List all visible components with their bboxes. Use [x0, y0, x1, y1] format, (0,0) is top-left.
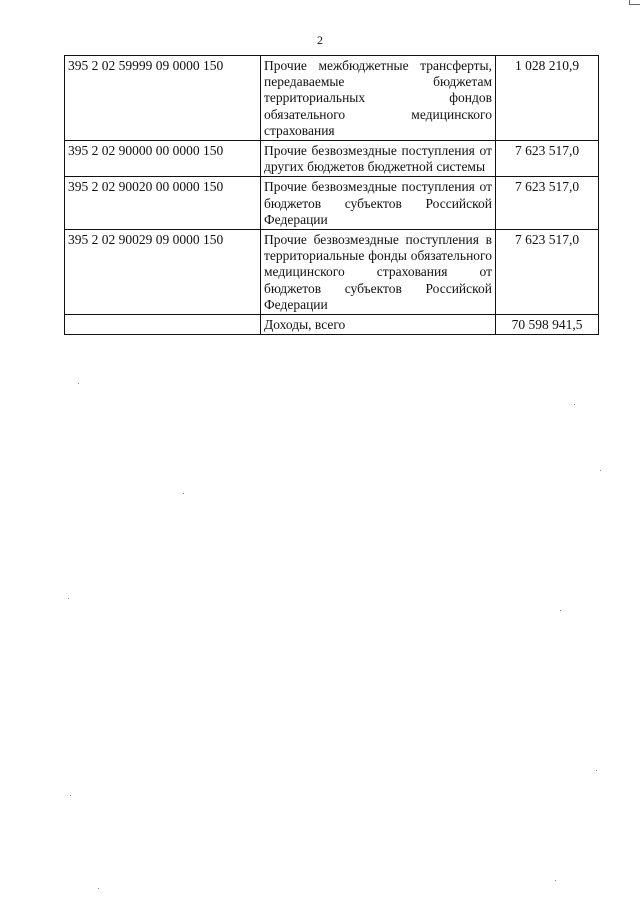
- budget-code-cell: 395 2 02 90020 00 0000 150: [65, 177, 261, 230]
- amount-cell: 7 623 517,0: [496, 177, 599, 230]
- scan-speck: [78, 383, 79, 384]
- scan-speck: [98, 888, 99, 889]
- amount-cell: 7 623 517,0: [496, 230, 599, 315]
- page-number: 2: [317, 33, 323, 47]
- scan-corner-mark: [629, 0, 640, 5]
- revenue-name-cell: Прочие межбюджетные трансферты, передаваемые бюджетам территориальных фондов обязательного медицинского страхования: [261, 56, 496, 141]
- table-row: [65, 141, 599, 177]
- budget-code-cell: 395 2 02 90029 09 0000 150: [65, 230, 261, 315]
- budget-code-cell: 395 2 02 90000 00 0000 150: [65, 141, 261, 177]
- amount-cell: 7 623 517,0: [496, 141, 599, 177]
- scan-speck: [68, 598, 69, 599]
- scan-speck: [183, 493, 184, 494]
- revenue-name-cell: Прочие безвозмездные поступления от других бюджетов бюджетной системы: [261, 141, 496, 177]
- scan-speck: [600, 470, 601, 471]
- total-code-cell: [65, 315, 261, 335]
- scan-speck: [70, 795, 71, 796]
- revenue-name-cell: Прочие безвозмездные поступления от бюджетов субъектов Российской Федерации: [261, 177, 496, 230]
- amount-cell: 1 028 210,9: [496, 56, 599, 141]
- revenue-table: [64, 55, 599, 335]
- scan-speck: [560, 610, 561, 611]
- scan-speck: [555, 880, 556, 881]
- scan-speck: [596, 770, 597, 771]
- revenue-name-cell: Прочие безвозмездные поступления в территориальные фонды обязательного медицинского страхования от бюджетов субъектов Российской Федерации: [261, 230, 496, 315]
- total-row: [65, 315, 599, 335]
- table-row: [65, 230, 599, 315]
- total-amount-cell: 70 598 941,5: [496, 315, 599, 335]
- table-row: [65, 177, 599, 230]
- total-label-cell: Доходы, всего: [261, 315, 496, 335]
- table-row: [65, 56, 599, 141]
- budget-code-cell: 395 2 02 59999 09 0000 150: [65, 56, 261, 141]
- scan-speck: [574, 404, 575, 405]
